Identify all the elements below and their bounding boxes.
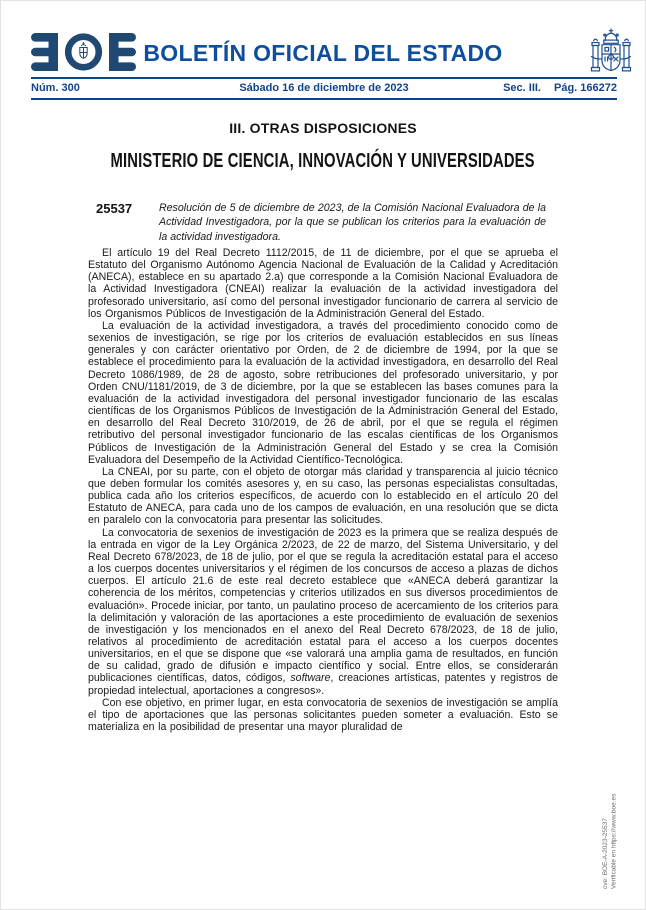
header-rule-bottom <box>31 98 617 100</box>
body-paragraph: Con ese objetivo, en primer lugar, en esta convocatoria de sexenios de investigación se amplía el tipo de aportaciones que las personas solicitantes pueden someter a evaluación. Esto se materializa en la posibilidad de presentar una mayor pluralidad de <box>88 696 558 734</box>
resolution-header <box>96 201 548 244</box>
issue-number: Núm. 300 <box>31 82 80 94</box>
body-paragraph: La convocatoria de sexenios de investigación de 2023 es la primera que se realiza después de la entrada en vigor de la Ley Orgánica 2/2023, de 22 de marzo, del Sistema Universitario, y del Real Decreto 678/2023, de 18 de julio, por el que se regula la acreditación estatal para el acceso a los cuerpos docentes universitarios y el régimen de los concursos de acceso a plazas de dichos cuerpos. El artículo 21.6 de este real decreto establece que «ANECA deberá garantizar la coherencia de los méritos, competencias y criterios utilizados en sus diversos procedimientos de evaluación». Procede iniciar, por tanto, un paulatino proceso de acercamiento de los criterios para la delimitación y valoración de las aportaciones a este procedimiento de evaluación de sexenios de investigación y los mencionados en el anexo del Real Decreto 678/2023, de 18 de julio, relativos al procedimiento de acreditación estatal para el acceso a los cuerpos docentes universitarios, en el que se dispone que «se valorará una amplia gama de resultados, en función de su calidad, grado de difusión e impacto científico y social. Entre ellos, se considerarán publicaciones científicas, datos, códigos, software, creaciones artísticas, patentes y registros de propiedad intelectual, aportaciones a congresos». <box>88 526 558 697</box>
section-label: Sec. III. <box>503 82 541 94</box>
issue-date: Sábado 16 de diciembre de 2023 <box>239 82 409 94</box>
section-heading: III. OTRAS DISPOSICIONES <box>229 120 417 136</box>
section-page <box>503 82 617 94</box>
ministry-heading: MINISTERIO DE CIENCIA, INNOVACIÓN Y UNIVERSIDADES <box>110 150 536 172</box>
info-bar <box>31 80 617 97</box>
cve-vertical-text <box>602 761 619 889</box>
cve-code: cve: BOE-A-2023-25537 <box>602 818 609 889</box>
spain-coat-of-arms-icon <box>589 27 633 78</box>
item-number: 25537 <box>96 201 133 216</box>
body-paragraph: La CNEAI, por su parte, con el objeto de otorgar más claridad y transparencia al juicio técnico que deben formular los comités asesores y, en su caso, las personas especialistas consultadas, publica cada año los criterios específicos, de acuerdo con lo establecido en el artículo 20 del Estatuto de ANECA, para cada uno de los campos de evaluación, en una resolución que se dicta en paralelo con la convocatoria para presentar las solicitudes. <box>88 465 558 527</box>
cve-url: Verificable en https://www.boe.es <box>610 793 618 889</box>
page-number: Pág. 166272 <box>554 82 617 94</box>
masthead-title: BOLETÍN OFICIAL DEL ESTADO <box>143 40 503 66</box>
document-body <box>88 247 558 733</box>
header-rule-top <box>31 77 617 79</box>
body-paragraph: El artículo 19 del Real Decreto 1112/2015, de 11 de diciembre, por el que se aprueba el Estatuto del Organismo Autónomo Agencia Nacional de Evaluación de la Calidad y Acreditación (ANECA), establece en su apartado 2.a) que corresponde a la Comisión Nacional Evaluadora de la Actividad Investigadora (CNEAI) realizar la evaluación de la actividad investigadora del profesorado universitario, así como del personal investigador funcionario de carrera al servicio de los Organismos Públicos de Investigación de la Administración General del Estado. <box>88 247 558 320</box>
body-paragraph: La evaluación de la actividad investigadora, a través del procedimiento conocido como de sexenios de investigación, se rige por los criterios de evaluación establecidos en sus líneas generales y con carácter orientativo por Orden, de 2 de diciembre de 1994, por la que se establece el procedimiento para la evaluación de la actividad investigadora, en desarrollo del Real Decreto 1086/1989, de 28 de agosto, sobre retribuciones del profesorado universitario, y por Orden CNU/1181/2019, de 3 de diciembre, por la que se establecen las bases comunes para la evaluación de la actividad investigadora del personal investigador funcionario de las escalas científicas de los Organismos Públicos de Investigación de la Administración General del Estado, en desarrollo del Real Decreto 310/2019, de 26 de abril, por el que se regula el régimen retributivo del personal investigador funcionario de las escalas científicas de los Organismos Públicos de Investigación de la Administración General del Estado y se crea la Comisión Evaluadora del Desempeño de la Actividad Científico-Tecnológica. <box>88 319 558 466</box>
item-summary: Resolución de 5 de diciembre de 2023, de la Comisión Nacional Evaluadora de la Actividad Investigadora, por la que se publican los criterios para la evaluación de la actividad investigadora. <box>159 202 546 243</box>
